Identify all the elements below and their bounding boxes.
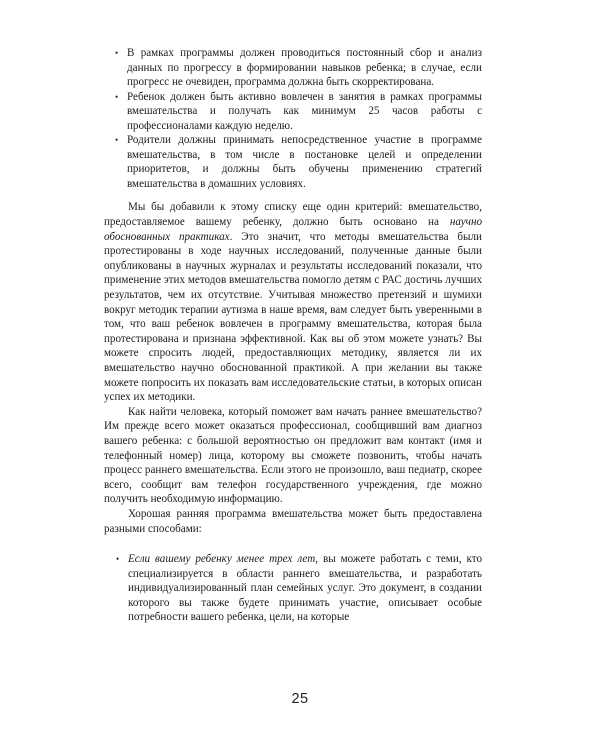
page-content <box>104 46 482 625</box>
list-item: • Родители должны принимать непосредственное участие в программе вмешательства, в том числе в постановке целей и определении приоритетов, и должны быть обучены применению стратегий вмешательства в домашних условиях. <box>104 133 482 191</box>
emphasized-term: научно обоснованных практиках <box>104 216 482 243</box>
page-number: 25 <box>291 691 309 707</box>
list-item-text: , вы можете работать с теми, кто специализируется в области раннего вмешательства, и разработать индивидуализированный план семейных услуг. Это документ, в создании которого вы также будете принимать участие, описывает особые потребности вашего ребенка, цели, на которые <box>128 553 483 624</box>
list-item: • В рамках программы должен проводиться постоянный сбор и анализ данных по прогрессу в формировании навыков ребенка; в случае, если прогресс не очевиден, программа должна быть скорректирована. <box>104 46 482 90</box>
spacer <box>104 536 482 552</box>
paragraph-tail-text: . Это значит, что методы вмешательства были протестированы в ходе научных исследований, полученные данные были опубликованы в научных журналах и результаты исследований показали, что применение этих методов вмешательства помогло детям с РАС достичь лучших результатов, чем их отсутствие. Учитывая множество претензий и шумихи вокруг методик терапии аутизма в наше время, вам следует быть уверенными в том, что ваш ребенок вовлечен в программу вмешательства, которая была протестирована и признана эффективной. Как вы об этом можете узнать? Вы можете спросить людей, предоставляющих методику, является ли их вмешательство научно обоснованной практикой. А при желании вы также можете попросить их показать вам исследовательские статьи, в которых описан успех их методики. <box>104 230 482 404</box>
spacer <box>104 191 482 200</box>
list-item: • Ребенок должен быть активно вовлечен в занятия в рамках программы вмешательства и получать как минимум 25 часов работы с профессионалами каждую неделю. <box>104 90 482 134</box>
paragraph-program-delivery: Хорошая ранняя программа вмешательства может быть предоставлена разными способами: <box>104 507 482 535</box>
paragraph-lead-text: Мы бы добавили к этому списку еще один критерий: вмешательство, предоставляемое вашему ребенку, должно быть основано на <box>104 201 482 229</box>
criteria-bullet-list <box>104 46 482 191</box>
paragraph-finding-a-provider: Как найти человека, который поможет вам начать раннее вмешательство? Им прежде всего может оказаться профессионал, сообщивший вам диагноз вашего ребенка: с большой вероятностью он предложит вам контакт (имя и телефонный номер) лица, которому вы сможете позвонить, чтобы начать процесс раннего вмешательства. Если этого не произошло, ваш педиатр, скорее всего, сообщит вам телефон государственного учреждения, где можно получить необходимую информацию. <box>104 405 482 506</box>
list-item <box>104 552 482 625</box>
paragraph-evidence-based-practices <box>104 200 482 404</box>
emphasized-condition: Если вашему ребенку менее трех лет <box>128 553 316 566</box>
delivery-options-bullet-list <box>104 552 482 625</box>
